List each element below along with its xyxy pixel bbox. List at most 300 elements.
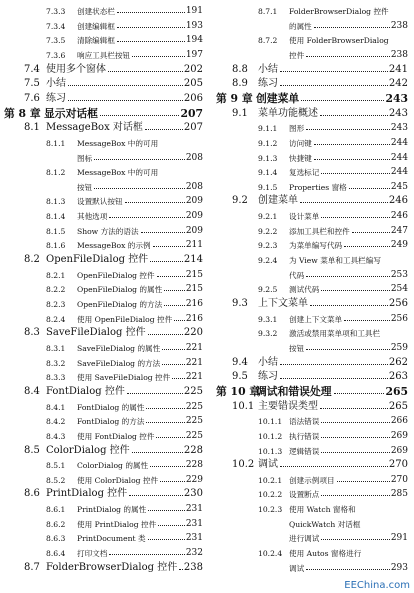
toc-entry-title: 激活或禁用菜单项和工具栏	[289, 329, 381, 339]
toc-page-number: 249	[390, 240, 408, 251]
toc-page-number: 215	[185, 284, 203, 295]
toc-page-number: 197	[185, 49, 203, 60]
toc-entry-title: 打印文档	[77, 549, 108, 559]
toc-entry-title: SaveFileDialog 的方法	[77, 358, 161, 368]
toc-page-number: 215	[185, 269, 203, 280]
toc-page-number: 293	[390, 562, 408, 573]
toc-entry-title: 显示对话框	[44, 106, 98, 120]
toc-entry-number: 8.3.3	[46, 373, 66, 383]
toc-subsection-row	[212, 238, 414, 252]
toc-page-number: 209	[185, 196, 203, 207]
toc-page-number: 247	[390, 225, 408, 236]
toc-entry-title: 图标	[77, 153, 93, 163]
toc-entry-number: 9.1.5	[258, 182, 278, 192]
toc-page-number: 259	[390, 342, 408, 353]
toc-page-number: 244	[390, 167, 408, 178]
toc-page-number: 270	[388, 459, 408, 471]
toc-entry-number: 8.7	[24, 561, 40, 573]
toc-entry-title: OpenFileDialog 控件	[77, 270, 155, 280]
toc-entry-title: 的属性	[289, 21, 312, 31]
toc-entry-title: 使用 SaveFileDialog 控件	[77, 373, 171, 383]
toc-subsection-row	[0, 48, 207, 62]
toc-subsection-row	[0, 341, 207, 355]
toc-entry-number: 8.2.4	[46, 314, 66, 324]
toc-entry-title: 进行调试	[289, 534, 320, 544]
toc-subsection-row	[0, 400, 207, 414]
toc-entry-number: 10.2.1	[258, 475, 283, 485]
toc-leader-dots	[146, 422, 185, 423]
toc-entry-title: 为 View 菜单和工具栏编写	[289, 256, 381, 266]
toc-subsection-row	[212, 326, 414, 340]
toc-entry-title: ColorDialog 控件	[46, 444, 130, 456]
toc-chapter-row	[0, 107, 207, 121]
toc-page-number: 205	[183, 78, 203, 90]
toc-page-number: 256	[388, 298, 408, 309]
toc-entry-title: FontDialog 的方法	[77, 417, 145, 427]
toc-leader-dots	[125, 202, 185, 203]
toc-entry-number: 9.2.5	[258, 285, 278, 295]
toc-leader-dots	[148, 539, 185, 540]
toc-leader-dots	[164, 305, 185, 306]
toc-leader-dots	[306, 349, 390, 350]
toc-leader-dots	[179, 569, 183, 570]
toc-subsection-row	[0, 458, 207, 472]
toc-entry-title: 为菜单编写代码	[289, 241, 343, 251]
toc-entry-number: 9.2.4	[258, 256, 278, 266]
toc-entry-number: 8.1.1	[46, 138, 66, 148]
toc-leader-dots	[320, 115, 388, 116]
toc-subsection-row	[212, 517, 414, 531]
toc-entry-number: 9.1.4	[258, 168, 278, 178]
toc-entry-title: OpenFileDialog 控件	[46, 254, 149, 266]
toc-entry-number: 8.2.1	[46, 270, 66, 280]
toc-page-number: 214	[183, 254, 203, 266]
toc-section-row	[212, 297, 414, 311]
toc-entry-title: ColorDialog 的属性	[77, 461, 149, 471]
toc-subsection-row	[212, 19, 414, 33]
toc-section-row	[212, 77, 414, 91]
toc-leader-dots	[174, 320, 185, 321]
toc-subsection-row	[212, 224, 414, 238]
toc-entry-title: 清除编辑框	[77, 36, 115, 46]
toc-entry-title: 设置默认按钮	[77, 197, 123, 207]
toc-entry-title: FontDialog 控件	[46, 385, 125, 397]
toc-entry-title: 使用多个窗体	[46, 63, 106, 75]
toc-leader-dots	[320, 408, 388, 409]
toc-subsection-row	[0, 502, 207, 516]
toc-entry-number: 8.6.2	[46, 519, 66, 529]
toc-leader-dots	[280, 364, 388, 365]
toc-leader-dots	[172, 378, 185, 379]
toc-entry-number: 9.2.3	[258, 241, 278, 251]
toc-subsection-row	[0, 4, 207, 18]
toc-subsection-row	[212, 502, 414, 516]
toc-entry-number: 9.3	[232, 298, 248, 309]
toc-subsection-row	[212, 253, 414, 267]
toc-leader-dots	[160, 481, 185, 482]
toc-entry-number: 9.1.3	[258, 153, 278, 163]
toc-leader-dots	[334, 393, 384, 394]
toc-leader-dots	[156, 437, 185, 438]
toc-page-number: 221	[185, 357, 203, 368]
toc-entry-title: 创建编辑框	[77, 21, 115, 31]
toc-chapter-row	[212, 385, 414, 399]
toc-page-number: 220	[183, 327, 203, 339]
toc-leader-dots	[117, 12, 185, 13]
toc-entry-title: 使用 Watch 窗格和	[289, 505, 356, 515]
toc-entry-number: 8.4.2	[46, 417, 66, 427]
toc-subsection-row	[0, 151, 207, 165]
toc-entry-title: 按钮	[289, 343, 305, 353]
toc-section-row	[212, 63, 414, 77]
toc-entry-title: 小结	[258, 356, 278, 368]
toc-page-number: 254	[390, 284, 408, 295]
toc-leader-dots	[280, 71, 388, 72]
toc-entry-title: 使用 Autos 窗格进行	[289, 549, 362, 559]
toc-page-number: 269	[390, 445, 408, 456]
toc-entry-title: 快捷键	[289, 153, 312, 163]
toc-leader-dots	[108, 71, 183, 72]
toc-entry-title: MessageBox 中的可用	[77, 168, 159, 178]
toc-page-number: 244	[390, 152, 408, 163]
toc-entry-number: 10.2	[232, 459, 255, 471]
toc-page-number: 238	[183, 561, 203, 573]
toc-leader-dots	[146, 408, 185, 409]
toc-leader-dots	[321, 217, 390, 218]
toc-entry-title: 主要错误类型	[258, 400, 318, 412]
toc-section-row	[212, 458, 414, 472]
toc-leader-dots	[314, 27, 390, 28]
toc-page-number: 206	[183, 92, 203, 104]
toc-leader-dots	[100, 115, 179, 116]
toc-page-number: 202	[183, 63, 203, 75]
toc-subsection-row	[212, 341, 414, 355]
toc-entry-title: 复选标记	[289, 168, 320, 178]
toc-subsection-row	[0, 312, 207, 326]
toc-leader-dots	[314, 144, 390, 145]
toc-page-number: 231	[185, 518, 203, 529]
toc-entry-title: 创建示例项目	[289, 475, 335, 485]
toc-page-number: 269	[390, 430, 408, 441]
toc-leader-dots	[162, 364, 185, 365]
toc-entry-title: 创建状态栏	[77, 7, 115, 16]
toc-section-row	[212, 356, 414, 370]
toc-page-number: 232	[185, 548, 203, 559]
toc-entry-title: 响应工具栏按钮	[77, 50, 131, 60]
toc-entry-title: 创建菜单	[256, 91, 300, 105]
toc-entry-title: FontDialog 的属性	[77, 402, 145, 412]
toc-subsection-row	[0, 473, 207, 487]
toc-entry-number: 8.6	[24, 488, 40, 500]
toc-entry-title: QuickWatch 对话框	[289, 519, 361, 529]
toc-entry-number: 8.1.5	[46, 226, 66, 236]
toc-section-row	[212, 194, 414, 208]
toc-entry-title: FolderBrowserDialog 控件	[289, 7, 389, 16]
toc-leader-dots	[301, 100, 384, 101]
toc-page-number: 225	[185, 416, 203, 427]
toc-entry-title: MessageBox 对话框	[46, 122, 143, 134]
toc-leader-dots	[310, 305, 388, 306]
toc-leader-dots	[141, 232, 185, 233]
toc-page-number: 245	[390, 181, 408, 192]
toc-entry-number: 10.1.3	[258, 446, 283, 456]
toc-page-number: 238	[390, 49, 408, 60]
toc-entry-title: 创建上下文菜单	[289, 314, 343, 324]
toc-subsection-row	[212, 136, 414, 150]
toc-page-number: 265	[388, 400, 408, 412]
toc-leader-dots	[321, 290, 390, 291]
toc-entry-title: 图形	[289, 124, 305, 134]
toc-entry-number: 7.3.4	[46, 21, 66, 31]
toc-entry-title: 练习	[258, 78, 278, 90]
toc-leader-dots	[157, 276, 185, 277]
toc-subsection-row	[212, 48, 414, 62]
toc-section-row	[0, 326, 207, 340]
toc-leader-dots	[153, 246, 185, 247]
toc-page-number: 291	[390, 533, 408, 544]
toc-subsection-row	[0, 282, 207, 296]
toc-entry-title: 练习	[46, 92, 66, 104]
toc-page-number: 241	[388, 63, 408, 75]
toc-subsection-row	[0, 546, 207, 560]
toc-subsection-row	[212, 165, 414, 179]
toc-entry-number: 10.1.2	[258, 431, 283, 441]
toc-subsection-row	[212, 473, 414, 487]
toc-page-number: 243	[390, 123, 408, 134]
toc-page-number: 209	[185, 225, 203, 236]
toc-entry-title: SaveFileDialog 的属性	[77, 343, 161, 353]
toc-page-number: 228	[183, 444, 203, 456]
toc-page-number: 253	[390, 269, 408, 280]
toc-leader-dots	[314, 159, 390, 160]
toc-subsection-row	[0, 33, 207, 47]
toc-subsection-row	[212, 4, 414, 18]
toc-subsection-row	[212, 546, 414, 560]
toc-entry-number: 8.2	[24, 254, 40, 266]
toc-page-number: 211	[185, 240, 203, 251]
toc-page-number: 216	[185, 313, 203, 324]
toc-entry-number: 8.3	[24, 327, 40, 339]
toc-leader-dots	[344, 246, 390, 247]
toc-subsection-row	[0, 531, 207, 545]
toc-page-number: 238	[390, 20, 408, 31]
toc-leader-dots	[321, 539, 390, 540]
toc-entry-number: 9.3.1	[258, 314, 278, 324]
toc-page-number: 225	[183, 385, 203, 397]
toc-entry-title: 逻辑错误	[289, 446, 320, 456]
toc-page-number: 207	[180, 106, 203, 120]
toc-section-row	[0, 561, 207, 575]
toc-leader-dots	[321, 452, 390, 453]
toc-entry-number: 9.3.2	[258, 329, 278, 339]
toc-entry-title: MessageBox 中的可用	[77, 138, 159, 148]
toc-page-number: 266	[390, 416, 408, 427]
toc-leader-dots	[150, 466, 185, 467]
toc-leader-dots	[321, 173, 390, 174]
toc-subsection-row	[212, 180, 414, 194]
toc-entry-title: 小结	[46, 78, 66, 90]
toc-entry-number: 8.3.2	[46, 358, 66, 368]
toc-entry-title: 练习	[258, 371, 278, 383]
toc-page-number: 229	[185, 474, 203, 485]
toc-entry-number: 7.6	[24, 92, 40, 104]
toc-entry-number: 9.2.1	[258, 212, 278, 222]
toc-entry-number: 8.2.2	[46, 285, 66, 295]
toc-section-row	[212, 107, 414, 121]
toc-leader-dots	[321, 495, 390, 496]
toc-leader-dots	[352, 232, 390, 233]
toc-leader-dots	[321, 437, 390, 438]
toc-section-row	[0, 487, 207, 501]
toc-entry-number: 7.3.5	[46, 36, 66, 46]
toc-entry-number: 10.1.1	[258, 417, 283, 427]
toc-leader-dots	[300, 202, 388, 203]
toc-leader-dots	[109, 217, 185, 218]
toc-subsection-row	[212, 312, 414, 326]
toc-section-row	[0, 63, 207, 77]
toc-entry-title: 调试	[289, 563, 305, 573]
toc-entry-number: 9.2	[232, 195, 248, 207]
toc-entry-number: 8.9	[232, 78, 248, 90]
toc-page-number: 191	[185, 6, 203, 16]
toc-entry-title: 执行错误	[289, 431, 320, 441]
toc-leader-dots	[158, 525, 185, 526]
toc-leader-dots	[280, 85, 388, 86]
toc-entry-number: 7.3.3	[46, 7, 66, 16]
toc-page-number: 263	[388, 371, 408, 383]
toc-leader-dots	[280, 466, 388, 467]
toc-entry-title: PrintDocument 类	[77, 534, 146, 544]
toc-entry-number: 8.5	[24, 444, 40, 456]
toc-entry-number: 10.1	[232, 400, 255, 412]
toc-entry-title: 设计菜单	[289, 212, 320, 222]
toc-page-number: 231	[185, 504, 203, 515]
toc-subsection-row	[0, 517, 207, 531]
toc-entry-title: 使用 ColorDialog 控件	[77, 475, 159, 485]
toc-entry-number: 10.2.4	[258, 549, 283, 559]
toc-page-number: 228	[185, 460, 203, 471]
toc-subsection-row	[212, 561, 414, 575]
toc-page-number: 243	[388, 107, 408, 119]
toc-entry-title: 代码	[289, 270, 305, 280]
toc-entry-title: FolderBrowserDialog 控件	[46, 561, 178, 573]
toc-leader-dots	[148, 510, 185, 511]
toc-entry-title: 访问键	[289, 138, 312, 148]
toc-subsection-row	[212, 209, 414, 223]
toc-entry-title: 创建菜单	[258, 195, 298, 207]
toc-leader-dots	[132, 56, 185, 57]
toc-subsection-row	[212, 444, 414, 458]
toc-subsection-row	[212, 282, 414, 296]
toc-leader-dots	[129, 495, 183, 496]
toc-subsection-row	[0, 238, 207, 252]
toc-subsection-row	[212, 531, 414, 545]
toc-entry-number: 8.4	[24, 385, 40, 397]
toc-page-number: 285	[390, 489, 408, 500]
toc-subsection-row	[0, 268, 207, 282]
toc-page-number: 243	[385, 91, 408, 105]
toc-entry-number: 9.5	[232, 371, 248, 383]
toc-entry-title: 语法错误	[289, 417, 320, 427]
toc-entry-number: 9.1	[232, 107, 248, 119]
toc-section-row	[0, 77, 207, 91]
toc-entry-number: 8.8	[232, 63, 248, 75]
toc-entry-title: PrintDialog 的属性	[77, 505, 147, 515]
toc-entry-number: 8.7.1	[258, 7, 278, 16]
toc-page-number: 194	[185, 35, 203, 46]
toc-entry-title: OpenFileDialog 的方法	[77, 300, 163, 309]
toc-leader-dots	[306, 56, 390, 57]
toc-leader-dots	[68, 100, 183, 101]
toc-subsection-row	[0, 165, 207, 179]
toc-leader-dots	[150, 261, 183, 262]
toc-subsection-row	[0, 297, 207, 311]
toc-entry-title: 调试和错误处理	[256, 384, 332, 398]
toc-subsection-row	[212, 268, 414, 282]
toc-entry-number: 8.1.3	[46, 197, 66, 207]
toc-subsection-row	[212, 429, 414, 443]
toc-subsection-row	[0, 180, 207, 194]
toc-page-number: 270	[390, 474, 408, 485]
toc-entry-number: 8.1.2	[46, 168, 66, 178]
toc-entry-number: 7.4	[24, 63, 40, 75]
toc-page-number: 231	[185, 533, 203, 544]
toc-subsection-row	[212, 487, 414, 501]
toc-leader-dots	[117, 41, 185, 42]
toc-entry-number: 8.1.6	[46, 241, 66, 251]
toc-subsection-row	[0, 194, 207, 208]
toc-entry-number: 第 10 章	[216, 384, 261, 398]
toc-leader-dots	[337, 481, 390, 482]
toc-entry-number: 7.5	[24, 78, 40, 90]
toc-entry-number: 8.1	[24, 122, 40, 134]
toc-entry-title: 控件	[289, 50, 305, 60]
toc-entry-number: 8.4.1	[46, 402, 66, 412]
toc-entry-title: MessageBox 的示例	[77, 241, 151, 251]
toc-leader-dots	[94, 188, 185, 189]
toc-subsection-row	[212, 33, 414, 47]
toc-subsection-row	[212, 121, 414, 135]
toc-subsection-row	[0, 356, 207, 370]
toc-entry-number: 9.1.1	[258, 124, 278, 134]
toc-entry-title: SaveFileDialog 控件	[46, 327, 146, 339]
toc-leader-dots	[109, 554, 185, 555]
toc-section-row	[0, 121, 207, 135]
toc-page-number: 246	[390, 211, 408, 222]
toc-entry-number: 第 8 章	[4, 106, 41, 120]
toc-leader-dots	[306, 129, 390, 130]
toc-section-row	[212, 370, 414, 384]
toc-entry-title: 使用 OpenFileDialog 控件	[77, 314, 173, 324]
toc-page-number: 265	[385, 384, 408, 398]
toc-entry-title: Properties 窗格	[289, 182, 347, 192]
toc-entry-number: 8.6.4	[46, 549, 66, 559]
toc-entry-title: PrintDialog 控件	[46, 488, 128, 500]
toc-entry-number: 9.1.2	[258, 138, 278, 148]
toc-entry-title: 添加工具栏和控件	[289, 226, 350, 236]
toc-entry-number: 8.6.1	[46, 505, 66, 515]
toc-subsection-row	[212, 151, 414, 165]
toc-page-number: 225	[185, 401, 203, 412]
toc-leader-dots	[132, 452, 183, 453]
toc-entry-title: 测试代码	[289, 285, 320, 295]
toc-subsection-row	[0, 19, 207, 33]
toc-entry-number: 7.3.6	[46, 50, 66, 60]
toc-leader-dots	[344, 320, 390, 321]
toc-page-number: 246	[388, 195, 408, 207]
toc-page-number: 256	[390, 313, 408, 324]
toc-entry-title: 使用 FontDialog 控件	[77, 431, 155, 441]
